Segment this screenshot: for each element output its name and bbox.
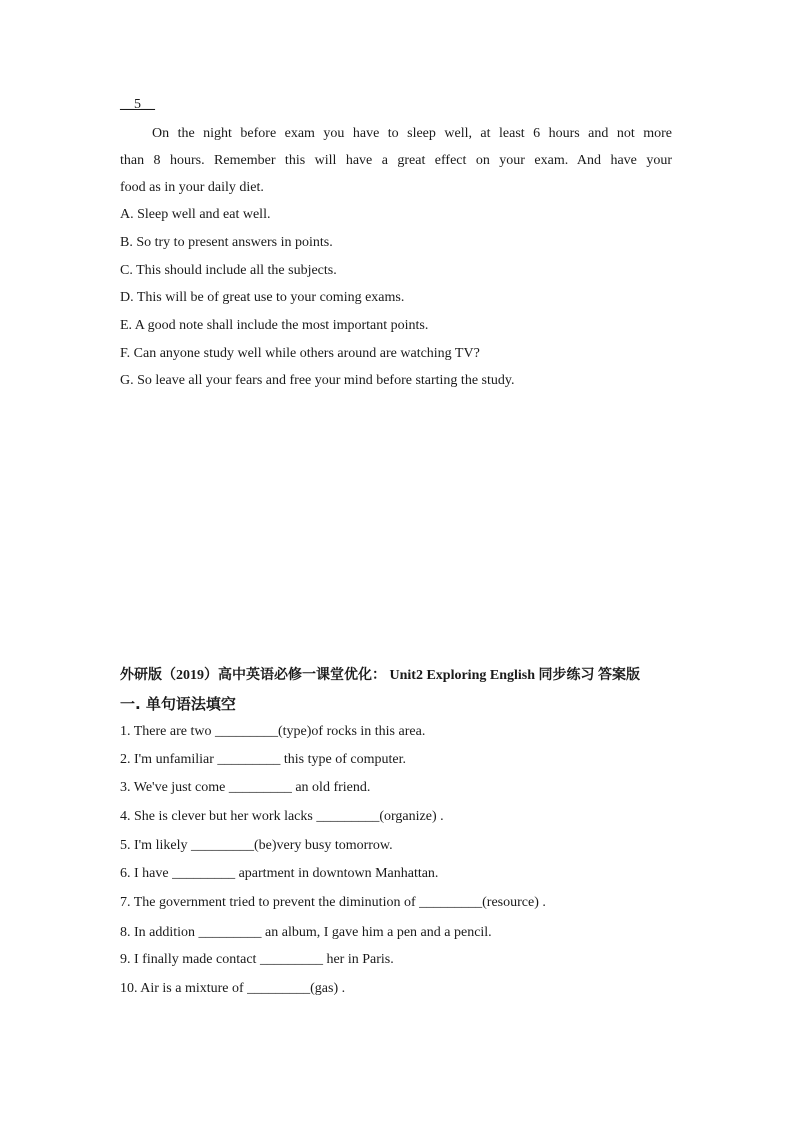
option-b: B. So try to present answers in points. bbox=[120, 235, 333, 250]
question-item: 4. She is clever but her work lacks _________(organize) . bbox=[120, 809, 444, 824]
option-a: A. Sleep well and eat well. bbox=[120, 207, 271, 222]
question-item: 9. I finally made contact _________ her in Paris. bbox=[120, 952, 394, 967]
option-c: C. This should include all the subjects. bbox=[120, 263, 337, 278]
question-item: 5. I'm likely _________(be)very busy tomorrow. bbox=[120, 838, 393, 853]
blank-number-5: __5__ bbox=[120, 97, 155, 112]
answer-section-title: 外研版（2019）高中英语必修一课堂优化： Unit2 Exploring English 同步练习 答案版 bbox=[120, 668, 640, 683]
question-item: 3. We've just come _________ an old friend. bbox=[120, 780, 371, 795]
paragraph-line: food as in your daily diet. bbox=[120, 180, 264, 195]
option-d: D. This will be of great use to your coming exams. bbox=[120, 290, 405, 305]
question-item: 8. In addition _________ an album, I gave him a pen and a pencil. bbox=[120, 925, 492, 940]
question-item: 1. There are two _________(type)of rocks in this area. bbox=[120, 724, 426, 739]
grammar-fill-heading: 一. 单句语法填空 bbox=[120, 695, 236, 713]
question-item: 10. Air is a mixture of _________(gas) . bbox=[120, 981, 346, 996]
option-e: E. A good note shall include the most important points. bbox=[120, 318, 429, 333]
question-item: 6. I have _________ apartment in downtown Manhattan. bbox=[120, 866, 439, 881]
question-item: 7. The government tried to prevent the diminution of _________(resource) . bbox=[120, 895, 546, 910]
paragraph-line: On the night before exam you have to sleep well, at least 6 hours and not more bbox=[152, 126, 672, 141]
option-g: G. So leave all your fears and free your mind before starting the study. bbox=[120, 373, 515, 388]
option-f: F. Can anyone study well while others around are watching TV? bbox=[120, 346, 480, 361]
question-item: 2. I'm unfamiliar _________ this type of computer. bbox=[120, 752, 406, 767]
paragraph-line: than 8 hours. Remember this will have a great effect on your exam. And have your bbox=[120, 153, 672, 168]
